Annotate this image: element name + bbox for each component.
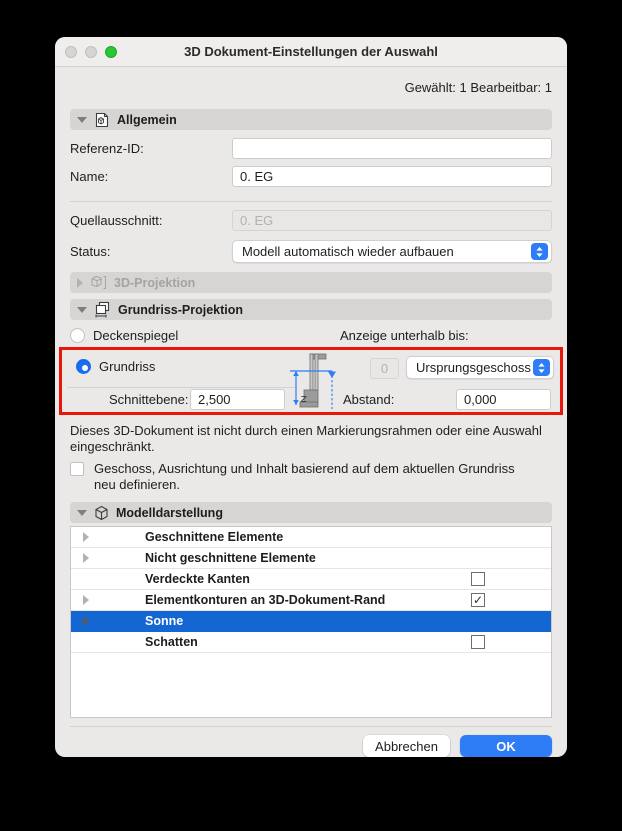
list-row-label: Schatten: [145, 635, 198, 649]
story-offset-field: [370, 358, 399, 379]
highlight-red-box: [59, 347, 563, 415]
schnittebene-label: Schnittebene:: [109, 392, 189, 407]
disclosure-open-icon[interactable]: [77, 117, 87, 123]
section-header-modelldarstellung[interactable]: [70, 502, 552, 523]
list-row-verdeckte-kanten[interactable]: [71, 569, 551, 590]
section-label-grundriss-projektion: Grundriss-Projektion: [118, 302, 244, 317]
plan-projection-icon: [94, 301, 111, 318]
divider: [67, 387, 295, 388]
popup-stepper-icon: [533, 359, 550, 376]
name-label: Name:: [70, 169, 109, 184]
disclosure-open-icon[interactable]: [77, 307, 87, 313]
list-row-elementkonturen[interactable]: [71, 590, 551, 611]
disclosure-closed-icon[interactable]: [83, 553, 89, 563]
status-label: Status:: [70, 244, 111, 259]
close-window-icon[interactable]: [65, 46, 77, 58]
minimize-window-icon[interactable]: [85, 46, 97, 58]
section-header-grundriss-projektion[interactable]: [70, 299, 552, 320]
section-label-modelldarstellung: Modelldarstellung: [116, 505, 223, 520]
section-label-3d-projektion: 3D-Projektion: [114, 275, 196, 290]
model-display-list: [70, 526, 552, 718]
list-row-geschnittene-elemente[interactable]: [71, 527, 551, 548]
list-row-label: Nicht geschnittene Elemente: [145, 551, 316, 565]
anzeige-unterhalb-label: Anzeige unterhalb bis:: [340, 328, 469, 343]
settings-dialog: [55, 37, 567, 757]
status-popup-value: Modell automatisch wieder aufbauen: [242, 244, 454, 259]
referenz-id-field[interactable]: [232, 138, 552, 159]
restriction-info-text: Dieses 3D-Dokument ist nicht durch einen Markierungsrahmen oder eine Auswahl eingeschränkt.: [70, 423, 542, 454]
grundriss-radio[interactable]: [76, 359, 91, 374]
section-label-allgemein: Allgemein: [117, 112, 177, 127]
redefine-checkbox[interactable]: [70, 462, 84, 476]
list-row-label: Sonne: [145, 614, 184, 628]
quellausschnitt-field: [232, 210, 552, 231]
list-row-nicht-geschnittene-elemente[interactable]: [71, 548, 551, 569]
abstand-label: Abstand:: [343, 392, 395, 407]
cube-projection-icon: [90, 275, 107, 290]
schatten-checkbox[interactable]: [471, 635, 485, 649]
list-row-label: Elementkonturen an 3D-Dokument-Rand: [145, 593, 386, 607]
redefine-checkbox-label: Geschoss, Ausrichtung und Inhalt basierend auf dem aktuellen Grundriss neu definieren.: [94, 461, 515, 492]
dialog-title: 3D Dokument-Einstellungen der Auswahl: [184, 44, 438, 59]
window-controls: [65, 37, 117, 67]
cut-plane-wall-icon: [290, 351, 342, 411]
list-row-schatten[interactable]: [71, 632, 551, 653]
verdeckte-kanten-checkbox[interactable]: [471, 572, 485, 586]
cancel-button[interactable]: Abbrechen: [363, 735, 450, 757]
list-row-label: Geschnittene Elemente: [145, 530, 284, 544]
quellausschnitt-label: Quellausschnitt:: [70, 213, 163, 228]
abstand-field[interactable]: [456, 389, 551, 410]
list-row-label: Verdeckte Kanten: [145, 572, 250, 586]
schnittebene-field[interactable]: [190, 389, 285, 410]
section-header-3d-projektion[interactable]: [70, 272, 552, 293]
deckenspiegel-radio[interactable]: [70, 328, 85, 343]
name-field[interactable]: [232, 166, 552, 187]
disclosure-closed-icon[interactable]: [77, 278, 83, 288]
grundriss-label: Grundriss: [99, 359, 156, 374]
story-popup[interactable]: [406, 356, 554, 379]
popup-stepper-icon: [531, 243, 548, 260]
disclosure-closed-icon[interactable]: [83, 532, 89, 542]
divider: [70, 726, 552, 727]
referenz-id-label: Referenz-ID:: [70, 141, 144, 156]
disclosure-closed-icon[interactable]: [83, 616, 89, 626]
status-popup[interactable]: [232, 240, 552, 263]
elementkonturen-checkbox[interactable]: ✓: [472, 593, 484, 607]
zoom-window-icon[interactable]: [105, 46, 117, 58]
list-row-sonne[interactable]: [71, 611, 551, 632]
selection-info: Gewählt: 1 Bearbeitbar: 1: [404, 80, 552, 95]
section-header-allgemein[interactable]: [70, 109, 552, 130]
deckenspiegel-label: Deckenspiegel: [93, 328, 179, 343]
title-bar: [55, 37, 567, 67]
ok-button[interactable]: OK: [460, 735, 552, 757]
story-popup-value: Ursprungsgeschoss: [416, 360, 531, 375]
document-cube-icon: [94, 112, 110, 128]
disclosure-closed-icon[interactable]: [83, 595, 89, 605]
divider: [70, 201, 552, 202]
model-cube-icon: [94, 505, 109, 521]
disclosure-open-icon[interactable]: [77, 510, 87, 516]
